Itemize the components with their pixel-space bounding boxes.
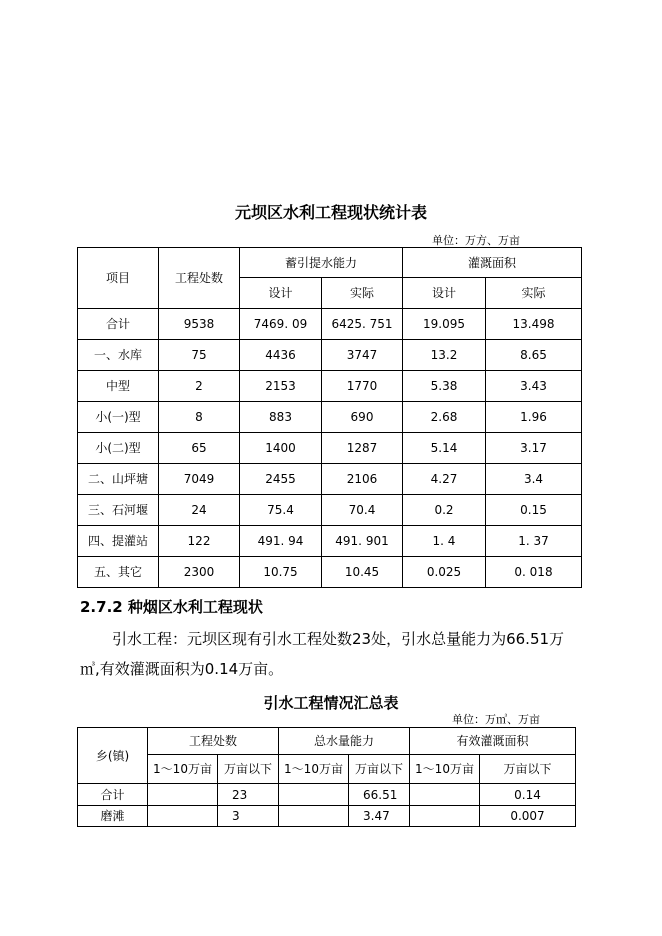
cell-irr-design: 4.27	[403, 464, 486, 495]
table-row	[78, 784, 576, 806]
cell-irr-design: 5.14	[403, 433, 486, 464]
cell-irr-actual: 0.15	[486, 495, 582, 526]
header-capacity-actual: 实际	[322, 278, 403, 309]
table-row	[78, 402, 582, 433]
header-count: 工程处数	[148, 728, 279, 755]
table-row	[78, 495, 582, 526]
cell-count: 8	[159, 402, 240, 433]
cell-item: 五、其它	[78, 557, 159, 588]
water-works-statistics-table	[77, 247, 582, 588]
table1-unit: 单位：万方、万亩	[432, 234, 520, 247]
cell-irr-actual: 1.96	[486, 402, 582, 433]
table-row	[78, 464, 582, 495]
cell-cap-design: 883	[240, 402, 322, 433]
table-row	[78, 340, 582, 371]
cell-cap-design: 2153	[240, 371, 322, 402]
header-area-small: 万亩以下	[480, 755, 576, 784]
cell-irr-design: 1. 4	[403, 526, 486, 557]
table-row	[78, 309, 582, 340]
cell-cap-actual: 1770	[322, 371, 403, 402]
header-area: 有效灌溉面积	[410, 728, 576, 755]
header-irrigation-actual: 实际	[486, 278, 582, 309]
header-capacity: 蓄引提水能力	[240, 248, 403, 278]
diversion-works-summary-table	[77, 727, 576, 827]
cell-irr-design: 5.38	[403, 371, 486, 402]
header-irrigation-design: 设计	[403, 278, 486, 309]
cell-item: 一、水库	[78, 340, 159, 371]
cell-irr-actual: 8.65	[486, 340, 582, 371]
cell-volume-small: 66.51	[349, 784, 410, 806]
cell-count: 65	[159, 433, 240, 464]
table-row	[78, 433, 582, 464]
cell-irr-actual: 13.498	[486, 309, 582, 340]
cell-count: 2300	[159, 557, 240, 588]
header-count-large: 1～10万亩	[148, 755, 218, 784]
cell-cap-design: 1400	[240, 433, 322, 464]
cell-cap-design: 10.75	[240, 557, 322, 588]
cell-irr-design: 19.095	[403, 309, 486, 340]
cell-volume-large	[279, 806, 349, 827]
cell-count: 75	[159, 340, 240, 371]
cell-cap-actual: 2106	[322, 464, 403, 495]
cell-irr-design: 2.68	[403, 402, 486, 433]
cell-area-small: 0.14	[480, 784, 576, 806]
cell-area-large	[410, 784, 480, 806]
header-volume-small: 万亩以下	[349, 755, 410, 784]
table1-title: 元坝区水利工程现状统计表	[234, 203, 427, 222]
cell-count: 2	[159, 371, 240, 402]
table-row	[78, 526, 582, 557]
cell-count: 24	[159, 495, 240, 526]
cell-count: 7049	[159, 464, 240, 495]
section-heading: 2.7.2 种烟区水利工程现状	[80, 598, 263, 616]
cell-count-small: 3	[218, 806, 279, 827]
cell-cap-actual: 491. 901	[322, 526, 403, 557]
cell-volume-small: 3.47	[349, 806, 410, 827]
cell-irr-actual: 3.4	[486, 464, 582, 495]
cell-item: 四、提灌站	[78, 526, 159, 557]
cell-irr-actual: 3.43	[486, 371, 582, 402]
header-area-large: 1～10万亩	[410, 755, 480, 784]
cell-irr-actual: 3.17	[486, 433, 582, 464]
cell-town: 磨滩	[78, 806, 148, 827]
header-item: 项目	[78, 248, 159, 309]
header-count-small: 万亩以下	[218, 755, 279, 784]
cell-cap-design: 491. 94	[240, 526, 322, 557]
table2-title: 引水工程情况汇总表	[263, 694, 399, 712]
cell-item: 小(一)型	[78, 402, 159, 433]
cell-irr-actual: 0. 018	[486, 557, 582, 588]
cell-cap-actual: 1287	[322, 433, 403, 464]
section-paragraph: 引水工程：元坝区现有引水工程处数23处，引水总量能力为66.51万㎥,有效灌溉面积为0.14万亩。	[80, 630, 565, 678]
cell-cap-actual: 3747	[322, 340, 403, 371]
header-volume-large: 1～10万亩	[279, 755, 349, 784]
cell-count-large	[148, 784, 218, 806]
cell-irr-design: 13.2	[403, 340, 486, 371]
cell-cap-actual: 690	[322, 402, 403, 433]
header-irrigation: 灌溉面积	[403, 248, 582, 278]
header-town: 乡(镇)	[78, 728, 148, 784]
cell-item: 合计	[78, 309, 159, 340]
cell-item: 小(二)型	[78, 433, 159, 464]
cell-area-large	[410, 806, 480, 827]
cell-item: 中型	[78, 371, 159, 402]
cell-cap-actual: 10.45	[322, 557, 403, 588]
header-volume: 总水量能力	[279, 728, 410, 755]
table-row	[78, 806, 576, 827]
cell-cap-design: 7469. 09	[240, 309, 322, 340]
cell-count: 9538	[159, 309, 240, 340]
cell-item: 三、石河堰	[78, 495, 159, 526]
cell-count-large	[148, 806, 218, 827]
table2-unit: 单位：万㎥、万亩	[452, 713, 540, 726]
cell-cap-actual: 70.4	[322, 495, 403, 526]
cell-area-small: 0.007	[480, 806, 576, 827]
cell-irr-design: 0.2	[403, 495, 486, 526]
cell-count: 122	[159, 526, 240, 557]
cell-volume-large	[279, 784, 349, 806]
cell-cap-design: 2455	[240, 464, 322, 495]
table-row	[78, 557, 582, 588]
table-row	[78, 371, 582, 402]
cell-count-small: 23	[218, 784, 279, 806]
cell-town: 合计	[78, 784, 148, 806]
cell-cap-design: 75.4	[240, 495, 322, 526]
header-count: 工程处数	[159, 248, 240, 309]
cell-item: 二、山坪塘	[78, 464, 159, 495]
cell-cap-actual: 6425. 751	[322, 309, 403, 340]
header-capacity-design: 设计	[240, 278, 322, 309]
cell-cap-design: 4436	[240, 340, 322, 371]
cell-irr-design: 0.025	[403, 557, 486, 588]
cell-irr-actual: 1. 37	[486, 526, 582, 557]
